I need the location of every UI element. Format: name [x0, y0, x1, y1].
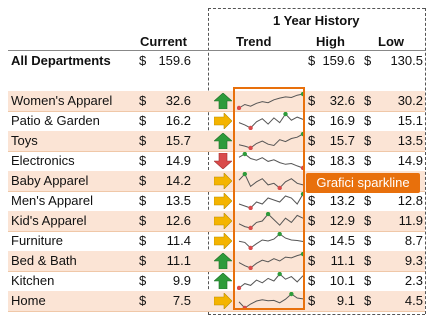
total-current: 159.6	[158, 53, 191, 68]
arrow-right-icon	[214, 113, 232, 129]
arrow-down-icon	[214, 153, 232, 169]
low-currency: $	[364, 293, 372, 308]
high-value: 11.1	[330, 253, 355, 268]
table-row	[8, 151, 425, 172]
table-row	[8, 251, 425, 272]
arrow-up-icon	[214, 133, 232, 149]
high-value: 9.1	[336, 293, 355, 308]
low-value: 30.2	[397, 93, 423, 108]
low-value: 8.7	[404, 233, 423, 248]
high-value: 13.2	[329, 193, 355, 208]
history-group-border-top	[208, 8, 425, 9]
low-value: 11.9	[398, 213, 423, 228]
low-currency: $	[364, 253, 372, 268]
header-high: High	[316, 34, 345, 49]
arrow-right-icon	[214, 193, 232, 209]
total-low-currency: $	[364, 53, 372, 68]
total-high-currency: $	[308, 53, 316, 68]
department-name: Baby Apparel	[11, 173, 89, 188]
low-value: 9.3	[404, 253, 423, 268]
table-row	[8, 271, 425, 292]
header-group-title: 1 Year History	[273, 13, 360, 28]
low-value: 14.9	[397, 153, 423, 168]
table-row	[8, 131, 425, 152]
low-value: 13.5	[397, 133, 423, 148]
current-currency: $	[139, 233, 147, 248]
total-row	[8, 51, 425, 71]
department-name: Women's Apparel	[11, 93, 113, 108]
arrow-right-icon	[214, 173, 232, 189]
low-currency: $	[364, 213, 372, 228]
current-currency: $	[139, 173, 147, 188]
current-value: 16.2	[165, 113, 191, 128]
high-value: 32.6	[329, 93, 355, 108]
total-high: 159.6	[322, 53, 355, 68]
total-current-currency: $	[139, 53, 147, 68]
low-currency: $	[364, 93, 372, 108]
current-currency: $	[139, 193, 147, 208]
arrow-up-icon	[214, 93, 232, 109]
trend-highlight-box	[233, 87, 305, 310]
high-value: 14.5	[329, 233, 355, 248]
low-currency: $	[364, 113, 372, 128]
table-row	[8, 231, 425, 252]
high-value: 15.7	[329, 133, 355, 148]
department-name: Bed & Bath	[11, 253, 77, 268]
current-value: 11.4	[166, 233, 191, 248]
current-value: 9.9	[172, 273, 191, 288]
current-currency: $	[139, 153, 147, 168]
arrow-right-icon	[214, 213, 232, 229]
department-name: Patio & Garden	[11, 113, 100, 128]
department-name: Electronics	[11, 153, 75, 168]
low-value: 2.3	[404, 273, 423, 288]
low-currency: $	[364, 233, 372, 248]
header-low: Low	[378, 34, 404, 49]
current-value: 7.5	[172, 293, 191, 308]
history-group-border-bottom	[208, 314, 425, 315]
current-currency: $	[139, 93, 147, 108]
current-value: 12.6	[165, 213, 191, 228]
department-name: Kitchen	[11, 273, 55, 288]
low-value: 4.5	[404, 293, 423, 308]
department-name: Furniture	[11, 233, 64, 248]
high-value: 12.9	[329, 213, 355, 228]
header-current: Current	[140, 34, 187, 49]
low-currency: $	[364, 273, 372, 288]
current-currency: $	[139, 253, 147, 268]
high-currency: $	[308, 293, 316, 308]
low-value: 12.8	[397, 193, 423, 208]
total-name: All Departments	[11, 53, 111, 68]
department-name: Men's Apparel	[11, 193, 93, 208]
high-currency: $	[308, 193, 316, 208]
high-value: 18.3	[329, 153, 355, 168]
arrow-up-icon	[214, 273, 232, 289]
current-value: 14.2	[165, 173, 191, 188]
current-currency: $	[139, 293, 147, 308]
current-value: 32.6	[165, 93, 191, 108]
high-currency: $	[308, 133, 316, 148]
table-row	[8, 291, 425, 312]
arrow-right-icon	[214, 293, 232, 309]
table-row	[8, 111, 425, 132]
current-value: 15.7	[165, 133, 191, 148]
total-low: 130.5	[390, 53, 423, 68]
history-group-border-right	[425, 8, 426, 314]
high-currency: $	[308, 233, 316, 248]
low-currency: $	[364, 153, 372, 168]
arrow-right-icon	[214, 233, 232, 249]
current-value: 13.5	[165, 193, 191, 208]
high-currency: $	[308, 253, 316, 268]
current-currency: $	[139, 113, 147, 128]
high-currency: $	[308, 93, 316, 108]
low-value: 15.1	[397, 113, 423, 128]
high-value: 16.9	[329, 113, 355, 128]
table-row	[8, 191, 425, 212]
current-currency: $	[139, 213, 147, 228]
current-value: 11.1	[166, 253, 191, 268]
high-value: 10.1	[329, 273, 355, 288]
current-currency: $	[139, 273, 147, 288]
department-name: Toys	[11, 133, 38, 148]
table-row	[8, 211, 425, 232]
arrow-up-icon	[214, 253, 232, 269]
low-currency: $	[364, 133, 372, 148]
high-currency: $	[308, 273, 316, 288]
high-currency: $	[308, 213, 316, 228]
department-name: Home	[11, 293, 46, 308]
current-value: 14.9	[165, 153, 191, 168]
header-trend: Trend	[236, 34, 272, 49]
high-currency: $	[308, 153, 316, 168]
department-name: Kid's Apparel	[11, 213, 87, 228]
high-currency: $	[308, 113, 316, 128]
current-currency: $	[139, 133, 147, 148]
sparkline-callout: Grafici sparkline	[306, 173, 420, 193]
table-row	[8, 91, 425, 112]
low-currency: $	[364, 193, 372, 208]
